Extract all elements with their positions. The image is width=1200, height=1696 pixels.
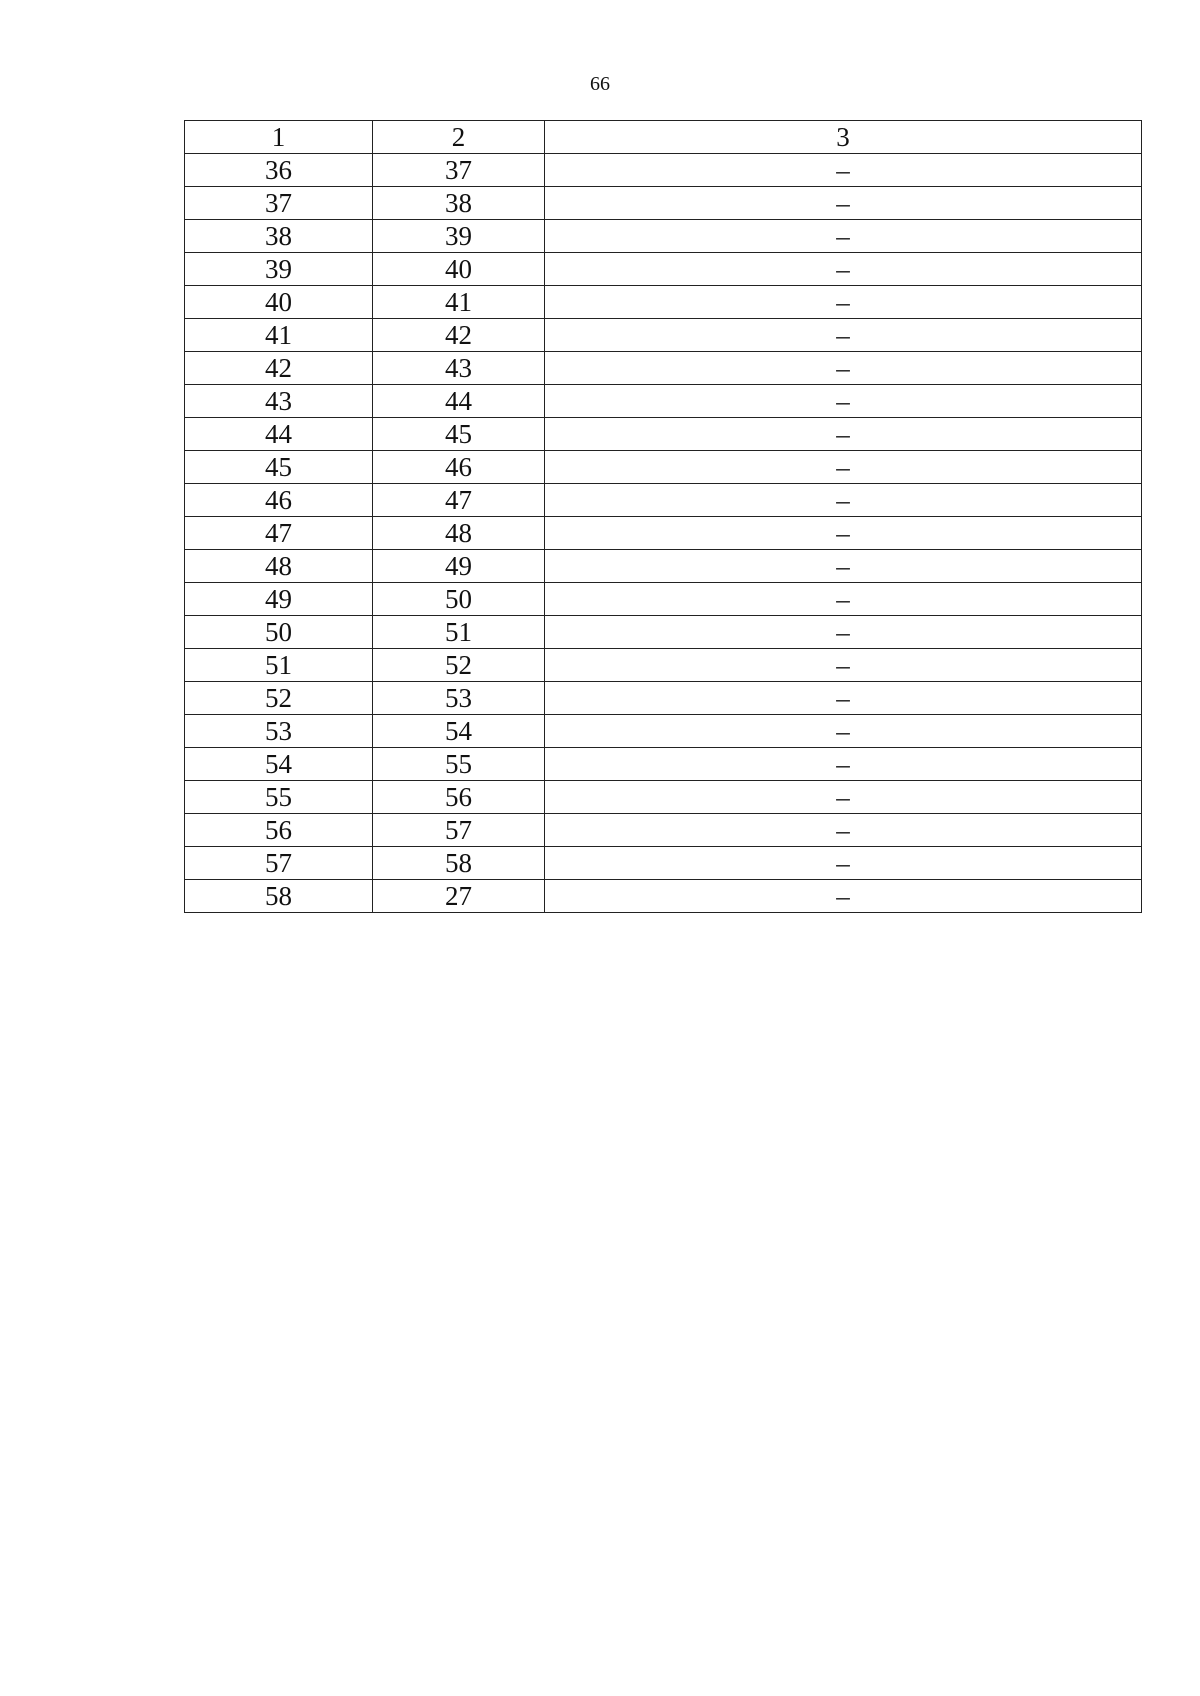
table-cell: – xyxy=(545,649,1142,682)
table-cell: 58 xyxy=(373,847,545,880)
table-body xyxy=(185,121,1142,913)
table-row xyxy=(185,451,1142,484)
table-cell: 53 xyxy=(373,682,545,715)
table-cell: 41 xyxy=(185,319,373,352)
table-row xyxy=(185,385,1142,418)
table-cell: – xyxy=(545,154,1142,187)
table-cell: – xyxy=(545,550,1142,583)
table-cell: 42 xyxy=(373,319,545,352)
table-cell: 38 xyxy=(373,187,545,220)
table-cell: 52 xyxy=(185,682,373,715)
table-row xyxy=(185,583,1142,616)
table-row xyxy=(185,154,1142,187)
table-row xyxy=(185,253,1142,286)
table-cell: 52 xyxy=(373,649,545,682)
table-row xyxy=(185,682,1142,715)
table-cell: 27 xyxy=(373,880,545,913)
table-cell: 48 xyxy=(373,517,545,550)
table-row xyxy=(185,616,1142,649)
header-cell: 2 xyxy=(373,121,545,154)
table-row xyxy=(185,319,1142,352)
table-cell: 56 xyxy=(185,814,373,847)
table-cell: – xyxy=(545,748,1142,781)
table-cell: 57 xyxy=(373,814,545,847)
table-cell: 38 xyxy=(185,220,373,253)
table-cell: 55 xyxy=(373,748,545,781)
table-cell: 45 xyxy=(373,418,545,451)
table-cell: 46 xyxy=(373,451,545,484)
table-cell: – xyxy=(545,682,1142,715)
table-row xyxy=(185,649,1142,682)
table-cell: 50 xyxy=(185,616,373,649)
table-cell: – xyxy=(545,781,1142,814)
table-cell: – xyxy=(545,583,1142,616)
table-cell: 39 xyxy=(373,220,545,253)
table-cell: 42 xyxy=(185,352,373,385)
data-table xyxy=(184,120,1142,913)
table-cell: 37 xyxy=(373,154,545,187)
table-cell: – xyxy=(545,352,1142,385)
table-cell: 47 xyxy=(185,517,373,550)
table-cell: – xyxy=(545,253,1142,286)
table-cell: – xyxy=(545,319,1142,352)
table-cell: 53 xyxy=(185,715,373,748)
table-cell: 57 xyxy=(185,847,373,880)
table-cell: – xyxy=(545,220,1142,253)
page-number: 66 xyxy=(590,73,610,95)
table-cell: 46 xyxy=(185,484,373,517)
table-row xyxy=(185,220,1142,253)
table-row xyxy=(185,715,1142,748)
header-cell: 1 xyxy=(185,121,373,154)
table-cell: 44 xyxy=(373,385,545,418)
table-cell: – xyxy=(545,484,1142,517)
table-cell: 54 xyxy=(185,748,373,781)
table-cell: 48 xyxy=(185,550,373,583)
table-cell: 41 xyxy=(373,286,545,319)
table-cell: 47 xyxy=(373,484,545,517)
table-row xyxy=(185,781,1142,814)
table-header-row xyxy=(185,121,1142,154)
table-cell: 40 xyxy=(185,286,373,319)
table-cell: – xyxy=(545,187,1142,220)
table-cell: 43 xyxy=(185,385,373,418)
table-row xyxy=(185,286,1142,319)
table-cell: 50 xyxy=(373,583,545,616)
table-cell: 51 xyxy=(185,649,373,682)
table-cell: 49 xyxy=(185,583,373,616)
table-cell: 45 xyxy=(185,451,373,484)
table-cell: – xyxy=(545,847,1142,880)
table-cell: 43 xyxy=(373,352,545,385)
table-cell: 56 xyxy=(373,781,545,814)
table-cell: – xyxy=(545,451,1142,484)
table-cell: 44 xyxy=(185,418,373,451)
table-row xyxy=(185,187,1142,220)
table-cell: 40 xyxy=(373,253,545,286)
table-cell: 54 xyxy=(373,715,545,748)
table-row xyxy=(185,352,1142,385)
header-cell: 3 xyxy=(545,121,1142,154)
table-cell: 49 xyxy=(373,550,545,583)
table-row xyxy=(185,484,1142,517)
table-cell: – xyxy=(545,418,1142,451)
table-cell: – xyxy=(545,880,1142,913)
table-row xyxy=(185,550,1142,583)
table-cell: 55 xyxy=(185,781,373,814)
table-cell: – xyxy=(545,286,1142,319)
table-cell: 36 xyxy=(185,154,373,187)
table-row xyxy=(185,814,1142,847)
table-row xyxy=(185,880,1142,913)
table-cell: 51 xyxy=(373,616,545,649)
table-row xyxy=(185,847,1142,880)
table-cell: – xyxy=(545,715,1142,748)
table-cell: – xyxy=(545,616,1142,649)
table-row xyxy=(185,748,1142,781)
table-cell: – xyxy=(545,517,1142,550)
table-cell: 58 xyxy=(185,880,373,913)
table-cell: 39 xyxy=(185,253,373,286)
table-cell: 37 xyxy=(185,187,373,220)
table-cell: – xyxy=(545,814,1142,847)
table-cell: – xyxy=(545,385,1142,418)
table-row xyxy=(185,517,1142,550)
table-row xyxy=(185,418,1142,451)
